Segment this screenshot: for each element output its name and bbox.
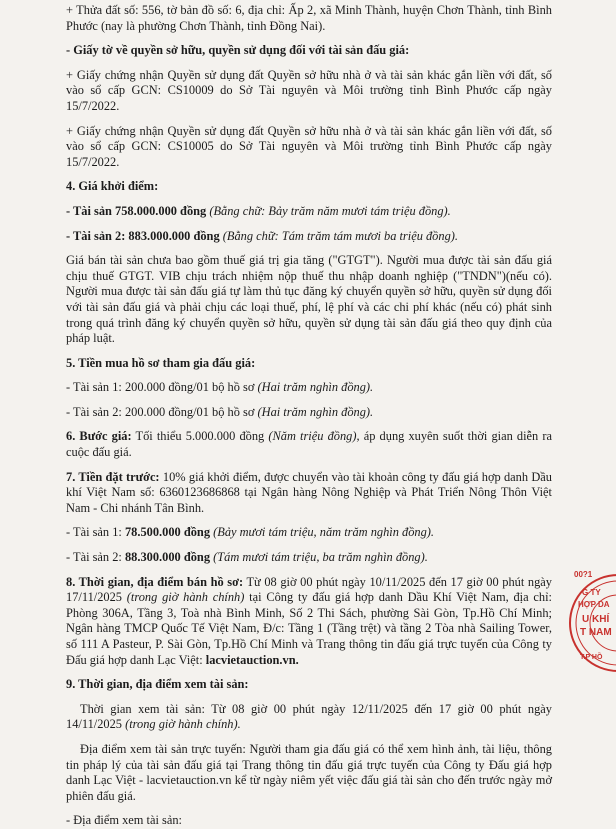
viewing-location: - Địa điểm xem tài sản: [66,813,182,828]
section-9-heading: 9. Thời gian, địa điểm xem tài sản: [66,677,249,692]
section-5-heading: 5. Tiền mua hồ sơ tham gia đấu giá: [66,355,256,370]
lacviet-link[interactable]: lacvietauction.vn. [205,652,299,667]
deposit-asset-2-label: - Tài sản 2: [66,550,122,565]
dossier-fee-1-words: (Hai trăm nghìn đồng). [257,380,374,395]
seal-text-2: G TY [582,588,601,597]
price-asset-2-value: - Tài sản 2: 883.000.000 đồng [66,228,220,243]
sale-locations: tại Công ty đấu giá hợp danh Dầu Khí Việt Nam, địa chỉ: Phòng 306A, Tầng 3, Toà nhà Bình Minh, Số 2 Thi Sách, phường Sài Gòn, Tp.Hồ Chí Minh; Ngân hàng TMCP Quốc Tế Việt Nam, Đ/c: Tầng 1 (Tầng trệt) và tầng 2 Tòa nhà Sailing Tower, số 111 A Pasteur, P. Sài Gòn, Tp.Hồ Chí Minh và Trang thông tin đấu giá trực tuyến của Công ty Đấu giá hợp danh Lạc Việt: [66,590,552,667]
viewing-time [66,702,552,733]
sale-period: Từ 08 giờ 00 phút ngày 10/11/2025 đến 17 giờ 00 phút ngày 17/11/2025 [66,574,552,605]
price-asset-1-words: (Bằng chữ: Bảy trăm năm mươi tám triệu đồng). [209,203,451,218]
section-8-sale [66,575,552,669]
viewing-time-note: (trong giờ hành chính). [125,717,241,732]
price-asset-1-value: - Tài sản 758.000.000 đồng [66,203,207,218]
dossier-fee-asset-1 [66,380,552,396]
ownership-docs-heading: - Giấy tờ về quyền sở hữu, quyền sử dụng đối với tài sản đấu giá: [66,43,410,58]
section-6-heading: 6. Bước giá: [66,429,132,444]
bid-step-value: Tối thiểu 5.000.000 đồng [135,429,265,444]
seal-text-1: 00?1 [574,570,593,579]
seal-text-5: T NAM [580,627,612,638]
viewing-online: Địa điểm xem tài sản trực tuyến: Người tham gia đấu giá có thể xem hình ảnh, tài liệu, thông tin pháp lý của tài sản đấu giá tại Trang thông tin đấu giá trực tuyến của Công ty Đấu giá hợp danh Lạc Việt - lacvietauction.vn kể từ ngày niêm yết việc đấu giá tài sản cho đến trước ngày mở phiên đấu giá. [66,741,552,803]
deposit-asset-2 [66,550,552,566]
section-4-heading: 4. Giá khởi điểm: [66,179,159,194]
seal-text-6: T.P HỒ [580,654,603,661]
price-asset-2-words: (Bằng chữ: Tám trăm tám mươi ba triệu đồng). [222,228,458,243]
deposit-asset-1-words: (Bảy mươi tám triệu, năm trăm nghìn đồng). [213,525,435,540]
company-seal [556,568,616,678]
seal-text-4: U KHÍ [582,614,610,625]
section-7-deposit [66,470,552,517]
seal-text-3: HỢP DA [578,600,610,609]
section-6-bid-step [66,429,552,460]
dossier-fee-2-value: - Tài sản 2: 200.000 đồng/01 bộ hồ sơ [66,404,255,419]
sale-hours-note: (trong giờ hành chính) [126,590,245,605]
deposit-asset-2-words: (Tám mươi tám triệu, ba trăm nghìn đồng). [213,550,428,565]
deposit-asset-1 [66,525,552,541]
deposit-asset-1-value: 78.500.000 đồng [124,525,211,540]
land-plot-line: + Thửa đất số: 556, tờ bản đồ số: 6, địa chỉ: Ấp 2, xã Minh Thành, huyện Chơn Thành, tỉnh Bình Phước (nay là phường Chơn Thành, tỉnh Đồng Nai). [66,3,552,33]
deposit-asset-2-value: 88.300.000 đồng [124,550,211,565]
viewing-time-text: Thời gian xem tài sản: Từ 08 giờ 00 phút ngày 12/11/2025 đến 17 giờ 00 phút ngày 14/11/2025 [66,701,552,732]
dossier-fee-2-words: (Hai trăm nghìn đồng). [257,404,374,419]
price-note-paragraph: Giá bán tài sản chưa bao gồm thuế giá trị gia tăng ("GTGT"). Người mua được tài sản đấu giá chịu thuế GTGT. VIB chịu trách nhiệm nộp thuế thu nhập doanh nghiệp ("TNDN")(nếu có). Người mua được tài sản đấu giá tự làm thủ tục đăng ký chuyển quyền sở hữu, quyền sử dụng đối với tài sản đấu giá và phải chịu các loại thuế, phí, lệ phí và các chi phí khác (nếu có) phát sinh trong quá trình đăng ký chuyển quyền sở hữu, quyền sử dụng tài sản đấu giá theo quy định của pháp luật. [66,253,552,346]
document-body [66,3,552,829]
bid-step-tail: áp dụng xuyên suốt thời gian diễn ra cuộc đấu giá. [66,429,552,460]
dossier-fee-1-value: - Tài sản 1: 200.000 đồng/01 bộ hồ sơ [66,380,255,395]
certificate-1: + Giấy chứng nhận Quyền sử dụng đất Quyền sở hữu nhà ở và tài sản khác gắn liền với đất, số vào sổ cấp GCN: CS10009 do Sở Tài nguyên và Môi trường tỉnh Bình Phước cấp ngày 15/7/2022. [66,67,552,113]
dossier-fee-asset-2 [66,405,552,421]
deposit-text: 10% giá khởi điểm, được chuyển vào tài khoản công ty đấu giá hợp danh Dầu khí Việt Nam số: 6360123686868 tại Ngân hàng Nông Nghiệp và Phát Triển Nông Thôn Việt Nam - Chi nhánh Tân Bình. [66,469,553,515]
certificate-2: + Giấy chứng nhận Quyền sử dụng đất Quyền sở hữu nhà ở và tài sản khác gắn liền với đất, số vào sổ cấp GCN: CS10005 do Sở Tài nguyên và Môi trường tỉnh Bình Phước cấp ngày 15/7/2022. [66,123,552,169]
starting-price-asset-1 [66,204,552,220]
deposit-asset-1-label: - Tài sản 1: [66,525,122,540]
starting-price-asset-2 [66,229,552,245]
section-7-heading: 7. Tiền đặt trước: [66,469,160,484]
section-8-heading: 8. Thời gian, địa điểm bán hồ sơ: [66,574,244,589]
bid-step-words: (Năm triệu đồng), [268,429,360,444]
